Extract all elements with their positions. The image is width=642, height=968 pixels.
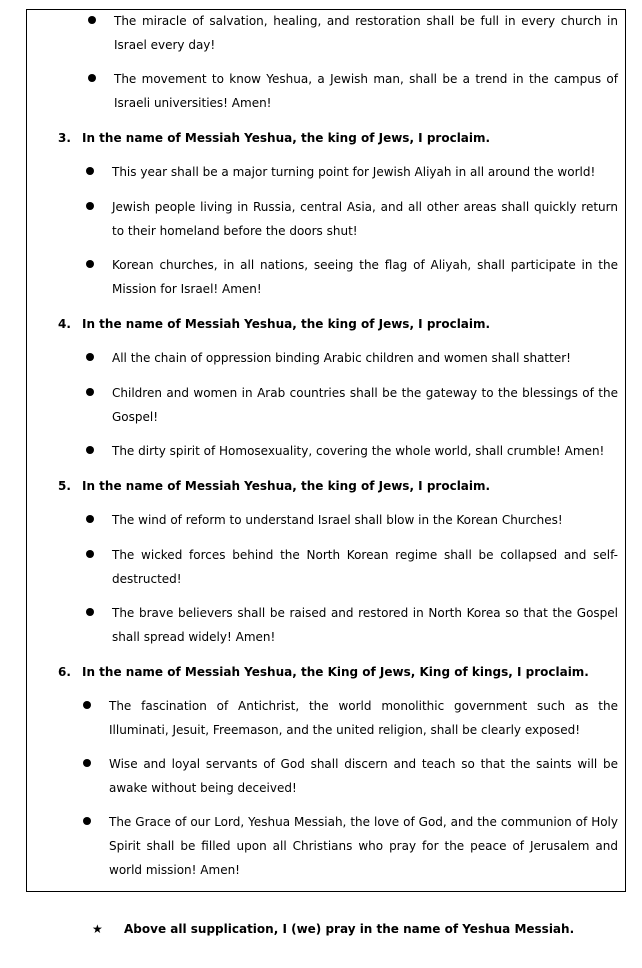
bullet-icon <box>83 701 91 709</box>
bullet-icon <box>86 388 94 396</box>
star-icon: ★ <box>92 922 103 936</box>
section-heading: 4. In the name of Messiah Yeshua, the king of Jews, I proclaim. <box>58 317 491 331</box>
bullet-icon <box>88 16 96 24</box>
bullet-icon <box>86 446 94 454</box>
bullet-icon <box>83 817 91 825</box>
list-item: Wise and loyal servants of God shall discern and teach so that the saints will be awake without being deceived! <box>109 752 618 800</box>
list-item: Korean churches, in all nations, seeing the flag of Aliyah, shall participate in the Mission for Israel! Amen! <box>112 253 618 301</box>
list-item: The miracle of salvation, healing, and restoration shall be full in every church in Israel every day! <box>114 9 618 57</box>
bullet-icon <box>86 608 94 616</box>
closing-prayer: ★ Above all supplication, I (we) pray in the name of Yeshua Messiah. <box>92 922 575 936</box>
list-item: The movement to know Yeshua, a Jewish man, shall be a trend in the campus of Israeli universities! Amen! <box>114 67 618 115</box>
list-item: The wicked forces behind the North Korean regime shall be collapsed and self-destructed! <box>112 543 618 591</box>
section-heading: 5. In the name of Messiah Yeshua, the king of Jews, I proclaim. <box>58 479 491 493</box>
list-item: Children and women in Arab countries shall be the gateway to the blessings of the Gospel! <box>112 381 618 429</box>
list-item: The Grace of our Lord, Yeshua Messiah, the love of God, and the communion of Holy Spirit shall be filled upon all Christians who pray for the peace of Jerusalem and world mission! Amen! <box>109 810 618 882</box>
bullet-icon <box>86 353 94 361</box>
bullet-icon <box>86 515 94 523</box>
list-item: Jewish people living in Russia, central Asia, and all other areas shall quickly return to their homeland before the doors shut! <box>112 195 618 243</box>
list-item: The wind of reform to understand Israel shall blow in the Korean Churches! <box>112 508 618 532</box>
bullet-icon <box>83 759 91 767</box>
section-heading: 3. In the name of Messiah Yeshua, the king of Jews, I proclaim. <box>58 131 491 145</box>
bullet-icon <box>86 202 94 210</box>
list-item: All the chain of oppression binding Arabic children and women shall shatter! <box>112 346 618 370</box>
bullet-icon <box>86 167 94 175</box>
list-item: The brave believers shall be raised and restored in North Korea so that the Gospel shall spread widely! Amen! <box>112 601 618 649</box>
bullet-icon <box>86 550 94 558</box>
list-item: This year shall be a major turning point for Jewish Aliyah in all around the world! <box>112 160 618 184</box>
bullet-icon <box>88 74 96 82</box>
bullet-icon <box>86 260 94 268</box>
section-heading: 6. In the name of Messiah Yeshua, the King of Jews, King of kings, I proclaim. <box>58 665 589 679</box>
list-item: The dirty spirit of Homosexuality, covering the whole world, shall crumble! Amen! <box>112 439 618 463</box>
list-item: The fascination of Antichrist, the world monolithic government such as the Illuminati, Jesuit, Freemason, and the united religion, shall be clearly exposed! <box>109 694 618 742</box>
